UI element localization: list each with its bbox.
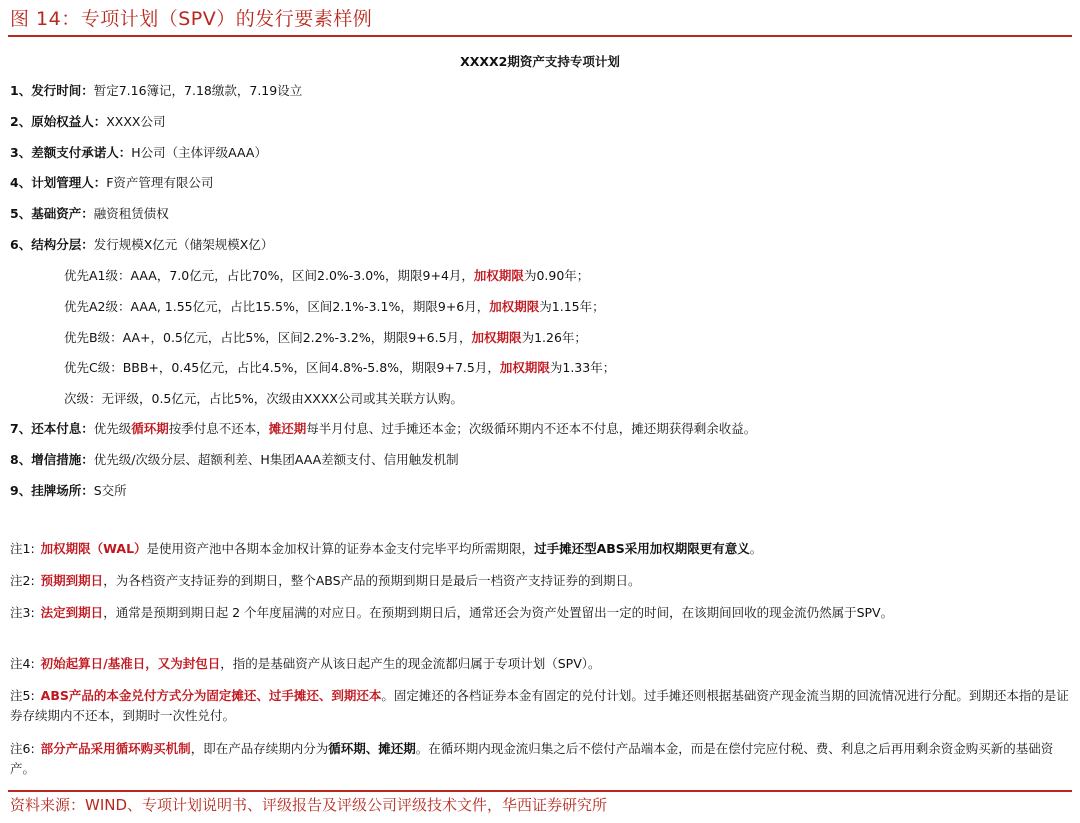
- item-label: 3、差额支付承诺人：: [10, 145, 132, 160]
- item-text: XXXX公司: [106, 114, 166, 129]
- tranche-tail: 为1.15年；: [539, 299, 605, 314]
- wal-highlight: 加权期限: [471, 330, 522, 345]
- item-text: 融资租赁债权: [93, 206, 169, 221]
- item-label: 5、基础资产：: [10, 206, 94, 221]
- note-label: 注1:: [10, 541, 35, 556]
- item-label: 8、增信措施：: [10, 452, 94, 467]
- item-structure: [10, 235, 273, 253]
- top-rule: [8, 35, 1072, 37]
- item-text: 每半月付息、过手摊还本金；次级循环期内不还本不付息，摊还期获得剩余收益。: [306, 421, 757, 436]
- item-text: 暂定7.16簿记，7.18缴款，7.19设立: [93, 83, 303, 98]
- source-note: 资料来源：WIND、专项计划说明书、评级报告及评级公司评级技术文件，华西证券研究所: [10, 796, 608, 814]
- wal-highlight: 加权期限: [499, 360, 550, 375]
- tranche-text: 优先C级：BBB+，0.45亿元，占比4.5%，区间4.8%-5.8%，期限9+7.5月，: [64, 360, 500, 375]
- note-highlight: ABS产品的本金兑付方式分为固定摊还、过手摊还、到期还本: [40, 688, 382, 703]
- tranche-text: 优先A1级：AAA，7.0亿元，占比70%，区间2.0%-3.0%，期限9+4月，: [64, 268, 474, 283]
- note-text: 。固定摊还的各档证券本金有固定的兑付计划。过手摊还则根据基础资产现金流当期的回流情况进行分配。到期还本指的是证券存续期内不还本，到期时一次性兑付。: [10, 688, 1069, 723]
- item-guarantor: [10, 143, 267, 161]
- note-emphasis: 过手摊还型ABS采用加权期限更有意义: [534, 541, 750, 556]
- note-label: 注2:: [10, 573, 35, 588]
- tranche-c: [64, 358, 615, 376]
- tranche-text: 优先B级：AA+，0.5亿元，占比5%，区间2.2%-3.2%，期限9+6.5月，: [64, 330, 472, 345]
- note-highlight: 预期到期日: [40, 573, 104, 588]
- note-highlight: 部分产品采用循环购买机制: [40, 741, 191, 756]
- item-label: 7、还本付息：: [10, 421, 94, 436]
- item-listing-venue: [10, 481, 127, 499]
- note-text: 是使用资产池中各期本金加权计算的证券本金支付完毕平均所需期限，: [146, 541, 535, 556]
- item-credit-enhancement: [10, 450, 459, 468]
- bottom-rule: [8, 790, 1072, 792]
- tranche-text: 优先A2级：AAA, 1.55亿元，占比15.5%，区间2.1%-3.1%，期限9+6月，: [64, 299, 490, 314]
- item-originator: [10, 112, 165, 130]
- note-3: [10, 603, 1070, 623]
- note-highlight: 初始起算日/基准日，又为封包日: [40, 656, 221, 671]
- note-2: [10, 571, 1070, 591]
- note-highlight: 法定到期日: [40, 605, 104, 620]
- item-text: 按季付息不还本，: [168, 421, 269, 436]
- item-label: 6、结构分层：: [10, 237, 94, 252]
- item-label: 4、计划管理人：: [10, 175, 107, 190]
- item-text: 发行规模X亿元（储架规模X亿）: [93, 237, 274, 252]
- item-text: F资产管理有限公司: [106, 175, 214, 190]
- note-label: 注5:: [10, 688, 35, 703]
- tranche-a1: [64, 266, 589, 284]
- wal-highlight: 加权期限: [489, 299, 540, 314]
- item-text: S交所: [93, 483, 127, 498]
- item-issue-time: [10, 81, 302, 99]
- note-text: ，通常是预期到期日起 2 个年度届满的对应日。在预期到期日后，通常还会为资产处置留出一定的时间，在该期间回收的现金流仍然属于SPV。: [103, 605, 894, 620]
- item-manager: [10, 173, 213, 191]
- item-text: H公司（主体评级AAA）: [131, 145, 267, 160]
- note-4: [10, 654, 1070, 674]
- item-repayment: [10, 419, 756, 437]
- tranche-tail: 为1.26年；: [521, 330, 587, 345]
- item-text: 优先级: [93, 421, 132, 436]
- document-title: XXXX2期资产支持专项计划: [460, 54, 620, 69]
- item-label: 2、原始权益人：: [10, 114, 107, 129]
- note-5: [10, 686, 1070, 726]
- note-text: 。: [749, 541, 763, 556]
- item-label: 9、挂牌场所：: [10, 483, 94, 498]
- item-label: 1、发行时间：: [10, 83, 94, 98]
- note-highlight: 加权期限（WAL）: [40, 541, 147, 556]
- tranche-tail: 为1.33年；: [549, 360, 616, 375]
- figure-title: 图 14：专项计划（SPV）的发行要素样例: [10, 8, 373, 30]
- amortization-period-highlight: 摊还期: [268, 421, 307, 436]
- note-label: 注3:: [10, 605, 35, 620]
- tranche-a2: [64, 297, 605, 315]
- item-underlying-asset: [10, 204, 169, 222]
- note-text: ，指的是基础资产从该日起产生的现金流都归属于专项计划（SPV）。: [220, 656, 601, 671]
- item-text: 优先级/次级分层、超额利差、H集团AAA差额支付、信用触发机制: [93, 452, 459, 467]
- tranche-text: 次级：无评级，0.5亿元，占比5%，次级由XXXX公司或其关联方认购。: [64, 391, 463, 406]
- note-label: 注4:: [10, 656, 35, 671]
- note-emphasis: 循环期、摊还期: [328, 741, 416, 756]
- tranche-tail: 为0.90年；: [523, 268, 590, 283]
- wal-highlight: 加权期限: [473, 268, 524, 283]
- tranche-b: [64, 328, 587, 346]
- note-text: ，即在产品存续期内分为: [190, 741, 329, 756]
- revolving-period-highlight: 循环期: [131, 421, 169, 436]
- note-1: [10, 539, 1070, 559]
- note-6: [10, 739, 1070, 779]
- note-text: ，为各档资产支持证券的到期日，整个ABS产品的预期到期日是最后一档资产支持证券的到期日。: [103, 573, 641, 588]
- tranche-subordinate: [64, 389, 463, 407]
- note-text: 。在循环期内现金流归集之后不偿付产品端本金，而是在偿付完应付税、费、利息之后再用剩余资金购买新的基础资产。: [10, 741, 1054, 776]
- note-label: 注6:: [10, 741, 35, 756]
